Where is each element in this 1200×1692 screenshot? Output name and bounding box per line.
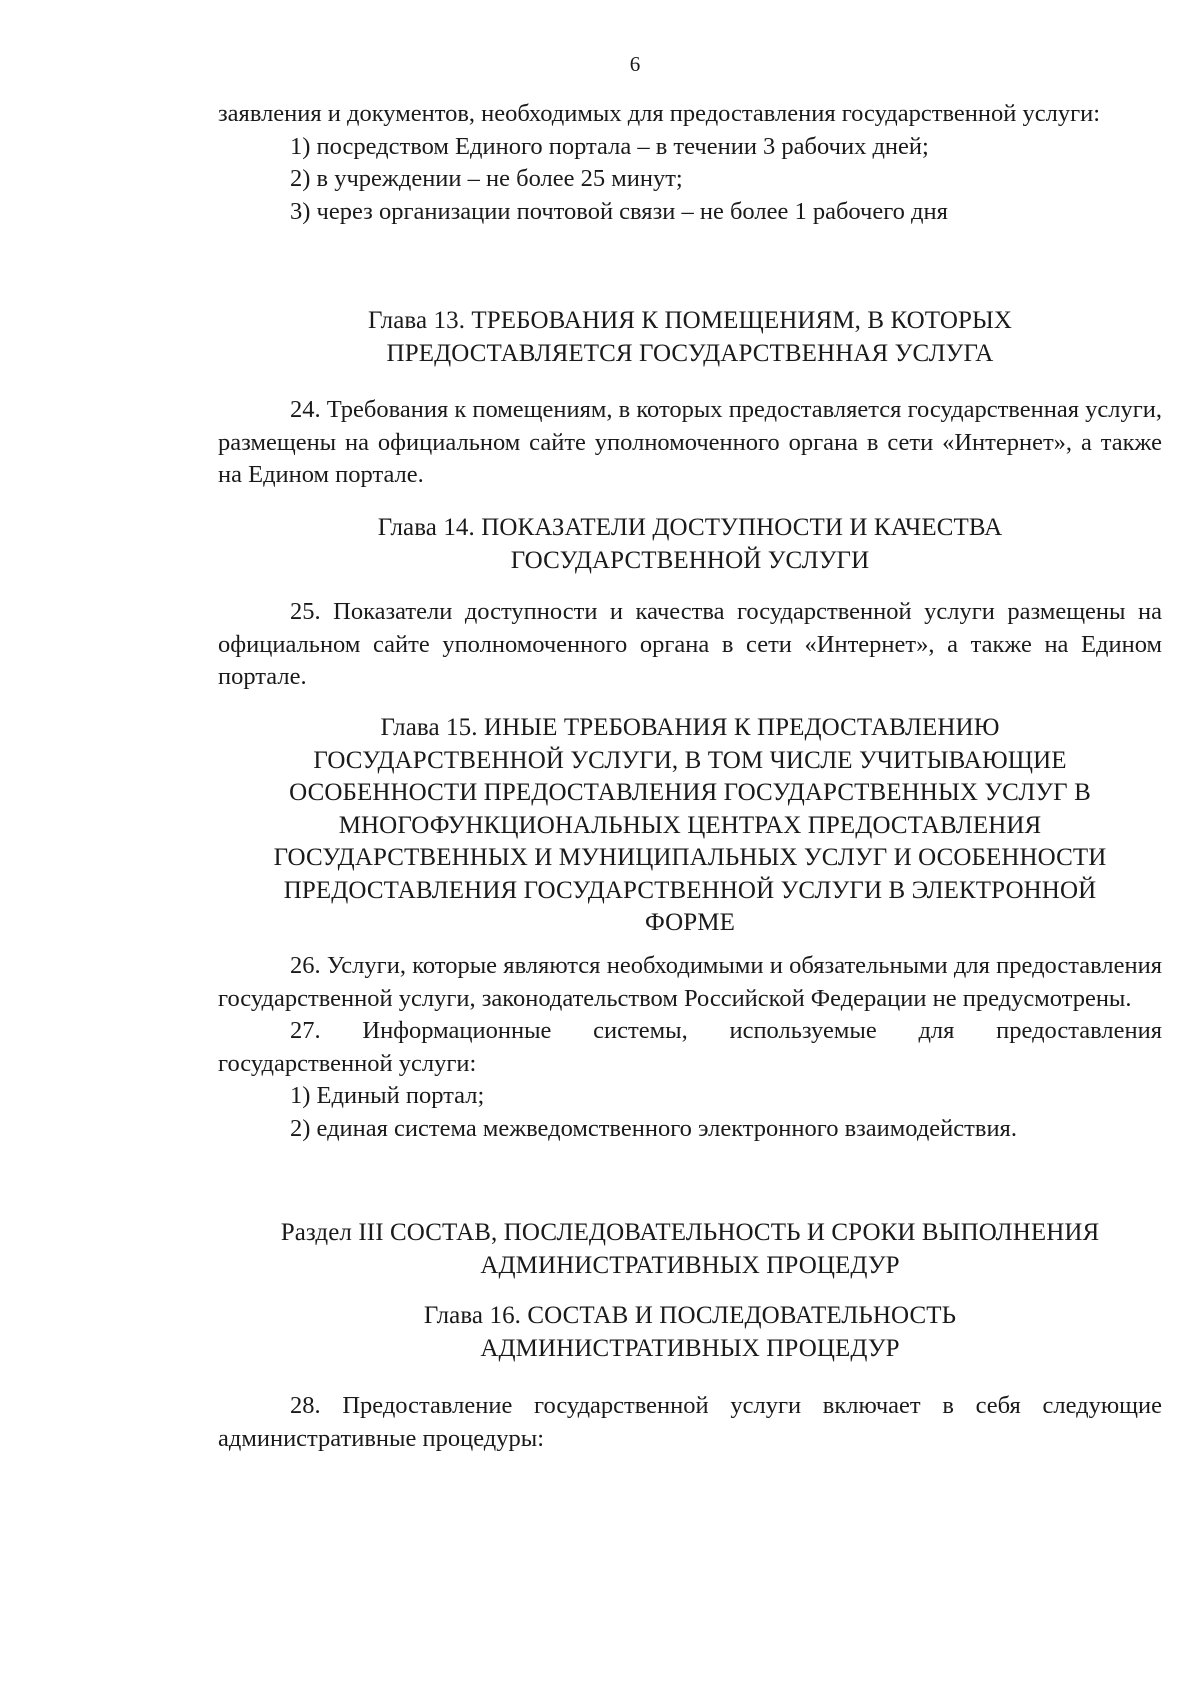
section-3-title-line-2: АДМИНИСТРАТИВНЫХ ПРОЦЕДУР xyxy=(480,1251,900,1279)
section-3-heading xyxy=(150,1217,1200,1282)
chapter-16-title-line-2: АДМИНИСТРАТИВНЫХ ПРОЦЕДУР xyxy=(480,1334,900,1362)
intro-paragraph: заявления и документов, необходимых для предоставления государственной услуги: xyxy=(218,100,1101,127)
page-number: 6 xyxy=(629,52,641,76)
paragraph-25: 25. Показатели доступности и качества государственной услуги размещены на официальном сайте уполномоченного органа в сети «Интернет», а также на Едином портале. xyxy=(218,598,1162,690)
chapter-16-title-line-1: Глава 16. СОСТАВ И ПОСЛЕДОВАТЕЛЬНОСТЬ xyxy=(423,1302,957,1329)
paragraph-27-item-2: 2) единая система межведомственного электронного взаимодействия. xyxy=(290,1114,1017,1142)
intro-block xyxy=(218,98,1162,228)
chapter-15-title-line-7: ФОРМЕ xyxy=(644,909,735,936)
chapter-15-title-line-1: Глава 15. ИНЫЕ ТРЕБОВАНИЯ К ПРЕДОСТАВЛЕНИЮ xyxy=(380,714,1000,741)
paragraphs-26-27-block xyxy=(218,950,1162,1145)
paragraph-25-block xyxy=(218,596,1162,694)
chapter-15-title-line-5: ГОСУДАРСТВЕННЫХ И МУНИЦИПАЛЬНЫХ УСЛУГ И ОСОБЕННОСТИ xyxy=(273,844,1107,871)
paragraph-24-block xyxy=(218,394,1162,492)
intro-item-3: 3) через организации почтовой связи – не более 1 рабочего дня xyxy=(290,197,948,225)
chapter-14-heading xyxy=(150,512,1200,577)
paragraph-27: 27. Информационные системы, используемые для предоставления государственной услуги: xyxy=(218,1017,1162,1077)
chapter-14-title-line-2: ГОСУДАРСТВЕННОЙ УСЛУГИ xyxy=(510,546,870,574)
chapter-13-title-line-2: ПРЕДОСТАВЛЯЕТСЯ ГОСУДАРСТВЕННАЯ УСЛУГА xyxy=(386,339,994,367)
chapter-13-title-line-1: Глава 13. ТРЕБОВАНИЯ К ПОМЕЩЕНИЯМ, В КОТОРЫХ xyxy=(367,307,1013,334)
paragraph-28-block xyxy=(218,1390,1162,1455)
intro-item-1: 1) посредством Единого портала – в течении 3 рабочих дней; xyxy=(290,132,929,160)
chapter-16-heading xyxy=(150,1300,1200,1365)
chapter-15-title-line-4: МНОГОФУНКЦИОНАЛЬНЫХ ЦЕНТРАХ ПРЕДОСТАВЛЕНИЯ xyxy=(338,811,1042,839)
chapter-15-title-line-3: ОСОБЕННОСТИ ПРЕДОСТАВЛЕНИЯ ГОСУДАРСТВЕННЫХ УСЛУГ В xyxy=(289,779,1091,806)
chapter-15-title-line-6: ПРЕДОСТАВЛЕНИЯ ГОСУДАРСТВЕННОЙ УСЛУГИ В ЭЛЕКТРОННОЙ xyxy=(283,876,1097,904)
chapter-13-heading xyxy=(150,305,1200,370)
chapter-14-title-line-1: Глава 14. ПОКАЗАТЕЛИ ДОСТУПНОСТИ И КАЧЕСТВА xyxy=(377,514,1003,541)
section-3-title-line-1: Раздел III СОСТАВ, ПОСЛЕДОВАТЕЛЬНОСТЬ И СРОКИ ВЫПОЛНЕНИЯ xyxy=(280,1219,1100,1246)
paragraph-24: 24. Требования к помещениям, в которых предоставляется государственная услуги, размещены на официальном сайте уполномоченного органа в сети «Интернет», а также на Едином портале. xyxy=(218,396,1162,488)
paragraph-28: 28. Предоставление государственной услуги включает в себя следующие административные процедуры: xyxy=(218,1392,1162,1452)
paragraph-26: 26. Услуги, которые являются необходимыми и обязательными для предоставления государственной услуги, законодательством Российской Федерации не предусмотрены. xyxy=(218,952,1162,1012)
chapter-15-title-line-2: ГОСУДАРСТВЕННОЙ УСЛУГИ, В ТОМ ЧИСЛЕ УЧИТЫВАЮЩИЕ xyxy=(313,746,1067,774)
intro-item-2: 2) в учреждении – не более 25 минут; xyxy=(290,165,683,192)
paragraph-27-item-1: 1) Единый портал; xyxy=(290,1082,485,1109)
chapter-15-heading xyxy=(150,712,1200,940)
